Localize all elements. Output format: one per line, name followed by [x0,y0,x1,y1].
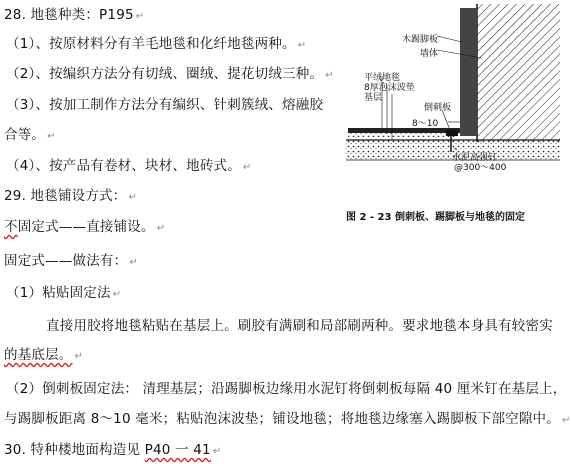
paragraph-mark-icon: ↵ [135,11,145,22]
item-3-cont-text: 合等。 [4,127,46,143]
sub-1-body-cont [4,346,83,366]
paragraph-mark-icon: ↵ [128,192,138,203]
item-2 [6,65,334,85]
item-4 [6,157,252,177]
sub-1-body-cont-text: 的基底层。 [4,347,73,363]
method-nonfixed [4,218,165,238]
paragraph-mark-icon: ↵ [112,289,122,300]
heading-29-text: 29. 地毯铺设方式： [4,188,127,204]
figure-caption: 图 2 - 23 倒刺板、踢脚板与地毯的固定 [346,212,525,223]
carpet [348,128,460,133]
wall-hatch [477,4,560,142]
sub-2-cont [4,410,571,430]
item-4-text: （4）、按产品有卷材、块材、地砖式。 [6,158,241,174]
label-nail-spacing: @300～400 [454,163,507,173]
gripper-strip [446,130,458,136]
heading-30-text: 30. 特种楼地面构造见 [4,442,145,458]
sub-1 [6,284,121,304]
paragraph-mark-icon: ↵ [561,415,571,426]
paragraph-mark-icon: ↵ [47,131,56,142]
page-ref: P40 一 41 [144,442,211,458]
label-wall: 墙体 [420,49,439,59]
paragraph-mark-icon: ↵ [297,40,307,51]
item-3-text: （3）、按加工制作方法分有编织、针刺簇绒、熔融胶 [6,97,324,113]
item-3 [6,96,323,114]
label-wood-skirting: 木踢脚板 [402,35,439,45]
label-gripper: 倒刺板 [424,103,452,113]
sub-2-cont-text: 与踢脚板距离 8～10 毫米；粘贴泡沫波垫；铺设地毯；将地毯边缘塞入踢脚板下部空隙中。 [4,411,560,427]
spellcheck-word: 不 [4,219,18,235]
method-fixed [4,252,138,272]
paragraph-mark-icon: ↵ [156,223,166,234]
paragraph-mark-icon: ↵ [242,162,252,173]
carpet-fixing-diagram [342,0,564,228]
label-foam: 8厚泡沫波垫 [364,83,415,93]
item-1-text: （1）、按原材料分有羊毛地毯和化纤地毯两种。 [6,36,296,52]
item-3-cont [4,126,56,146]
sub-1-text: （1）粘贴固定法 [6,285,111,301]
label-gap: 8～10 [412,119,439,129]
label-base: 基层 [364,93,383,103]
label-flat-carpet: 平绒地毯 [364,73,401,83]
method-fixed-text: 固定式——做法有： [4,253,128,269]
method-nonfixed-text: 固定式——直接铺设。 [17,219,155,235]
sub-2-text: （2）倒刺板固定法： 清理基层；沿踢脚板边缘用水泥钉将倒刺板每隔 40 厘米钉在基层上， [6,381,567,397]
sub-1-body-text: 直接用胶将地毯粘贴在基层上。刷胶有满刷和局部刷两种。要求地毯本身具有较密实 [46,318,553,334]
paragraph-mark-icon: ↵ [325,70,334,81]
heading-29 [4,187,137,207]
item-2-text: （2）、按编织方法分有切绒、圈绒、提花切绒三种。 [6,66,324,82]
item-1 [6,35,306,55]
sub-2 [6,380,566,398]
paragraph-mark-icon: ↵ [129,257,138,268]
label-nail: 水泥高强钉 [452,153,498,163]
diagram-drawing [342,0,564,228]
paragraph-mark-icon: ↵ [74,351,84,362]
heading-30 [4,441,221,461]
sub-1-body [46,317,553,335]
heading-28 [4,6,144,26]
paragraph-mark-icon: ↵ [212,446,222,457]
foam-pad [348,133,456,137]
wood-skirting [460,8,477,136]
heading-28-text: 28. 地毯种类：P195 [4,7,134,23]
